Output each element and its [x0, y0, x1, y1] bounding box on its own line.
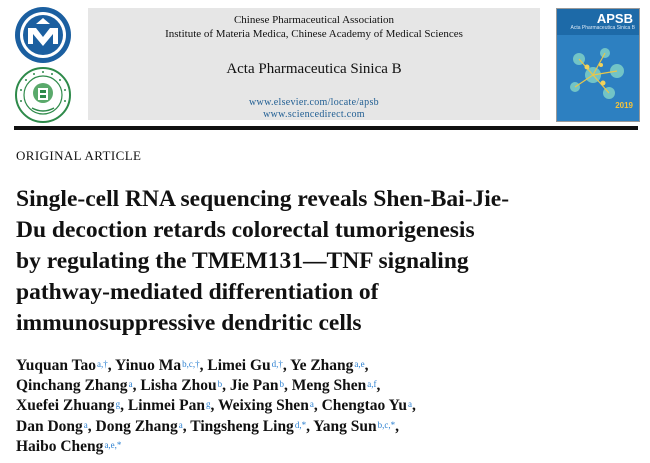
author-separator: ,	[306, 417, 314, 435]
title-line: Du decoction retards colorectal tumorigenesis	[16, 217, 475, 243]
author-affiliation-marker[interactable]: b	[217, 379, 223, 390]
author-affiliation-marker[interactable]: g	[115, 399, 121, 410]
cover-subtitle: Acta Pharmaceutica Sinica B	[570, 25, 635, 31]
author-separator: ,	[395, 417, 399, 435]
author-affiliation-marker[interactable]: a	[178, 419, 183, 430]
author-name[interactable]	[115, 357, 200, 374]
author-separator: ,	[210, 397, 218, 415]
author-name[interactable]	[16, 397, 120, 414]
author-name-text: Yuquan Tao	[16, 357, 97, 374]
author-name-text: Ye Zhang	[290, 357, 354, 374]
author-separator: ,	[411, 397, 416, 415]
author-separator: ,	[282, 357, 291, 374]
author-affiliation-marker[interactable]: b,c,†	[182, 359, 200, 369]
author-name-text: Linmei Pan	[127, 397, 205, 415]
author-separator: ,	[283, 377, 292, 395]
title-line: pathway-mediated differentiation of	[16, 279, 379, 305]
author-name[interactable]	[16, 357, 108, 374]
author-separator: ,	[107, 357, 115, 374]
cover-year: 2019	[615, 101, 633, 110]
author-name-text: Xuefei Zhuang	[16, 397, 115, 415]
author-name[interactable]	[16, 418, 88, 435]
title-line: immunosuppressive dendritic cells	[16, 310, 362, 336]
association-name: Chinese Pharmaceutical Association	[233, 14, 395, 26]
author-name[interactable]	[207, 357, 283, 374]
cover-title: APSB	[596, 11, 633, 26]
author-affiliation-marker[interactable]: a,†	[97, 359, 108, 369]
institute-name: Institute of Materia Medica, Chinese Academy of Medical Sciences	[165, 28, 463, 40]
author-name[interactable]	[313, 418, 395, 435]
author-name-text: Dong Zhang	[95, 417, 178, 435]
author-name-text: Jie Pan	[229, 377, 279, 395]
author-affiliation-marker[interactable]: a	[83, 419, 88, 430]
title-line: Single-cell RNA sequencing reveals Shen-Bai-Jie-	[16, 186, 510, 212]
author-separator: ,	[376, 377, 381, 395]
header-divider	[14, 126, 638, 130]
author-line	[16, 437, 640, 457]
article-type: ORIGINAL ARTICLE	[16, 148, 142, 163]
author-name[interactable]	[292, 377, 377, 394]
author-name-text: Dan Dong	[16, 417, 83, 435]
sciencedirect-url-link[interactable]: www.sciencedirect.com	[263, 109, 365, 120]
author-affiliation-marker[interactable]: b,c,*	[377, 419, 396, 430]
author-name[interactable]	[290, 357, 365, 374]
author-separator: ,	[182, 417, 191, 435]
author-name-text: Qinchang Zhang	[16, 377, 128, 395]
author-separator: ,	[364, 357, 369, 374]
author-name-text: Lisha Zhou	[140, 377, 217, 395]
author-name[interactable]	[16, 438, 121, 455]
author-name[interactable]	[96, 418, 183, 435]
author-name[interactable]	[322, 397, 412, 414]
journal-cover	[556, 8, 640, 122]
author-name-text: Tingsheng Ling	[190, 417, 294, 435]
author-separator: ,	[222, 377, 230, 395]
author-affiliation-marker[interactable]: b	[279, 379, 284, 390]
author-line	[16, 376, 640, 396]
author-separator: ,	[120, 397, 128, 415]
author-affiliation-marker[interactable]: a,f	[367, 379, 377, 390]
author-separator: ,	[199, 357, 208, 374]
cpa-logo-icon	[14, 6, 72, 64]
author-affiliation-marker[interactable]: a,e	[354, 359, 365, 369]
author-separator: ,	[87, 417, 96, 435]
author-name[interactable]	[230, 377, 284, 394]
journal-name: Acta Pharmaceutica Sinica B	[226, 61, 402, 77]
author-name[interactable]	[190, 418, 306, 435]
author-name[interactable]	[128, 397, 211, 414]
author-line	[16, 417, 640, 437]
title-line: by regulating the TMEM131—TNF signaling	[16, 248, 469, 274]
imm-seal-icon	[14, 66, 72, 124]
author-affiliation-marker[interactable]: d,*	[294, 419, 307, 430]
author-affiliation-marker[interactable]: a,e,*	[104, 439, 122, 450]
author-line	[16, 396, 640, 416]
author-name-text: Yinuo Ma	[114, 357, 182, 374]
journal-header	[0, 0, 650, 132]
author-affiliation-marker[interactable]: a	[407, 399, 412, 410]
author-affiliation-marker[interactable]: d,†	[271, 359, 283, 369]
author-name-text: Limei Gu	[207, 357, 271, 374]
author-name[interactable]	[140, 377, 222, 394]
author-affiliation-marker[interactable]: a	[128, 379, 133, 390]
author-name-text: Yang Sun	[313, 417, 377, 435]
author-name[interactable]	[16, 377, 133, 394]
author-name[interactable]	[218, 397, 314, 414]
author-line	[16, 356, 640, 376]
author-separator: ,	[313, 397, 322, 415]
author-name-text: Haibo Cheng	[16, 437, 104, 455]
article-title	[16, 184, 636, 339]
author-affiliation-marker[interactable]: g	[205, 399, 211, 410]
journal-url-link[interactable]: www.elsevier.com/locate/apsb	[249, 97, 379, 108]
author-list	[16, 356, 640, 457]
journal-banner	[88, 8, 540, 120]
author-separator: ,	[132, 377, 141, 395]
author-name-text: Weixing Shen	[217, 397, 309, 415]
author-affiliation-marker[interactable]: a	[309, 399, 314, 410]
author-name-text: Chengtao Yu	[321, 397, 407, 415]
author-name-text: Meng Shen	[291, 377, 367, 395]
